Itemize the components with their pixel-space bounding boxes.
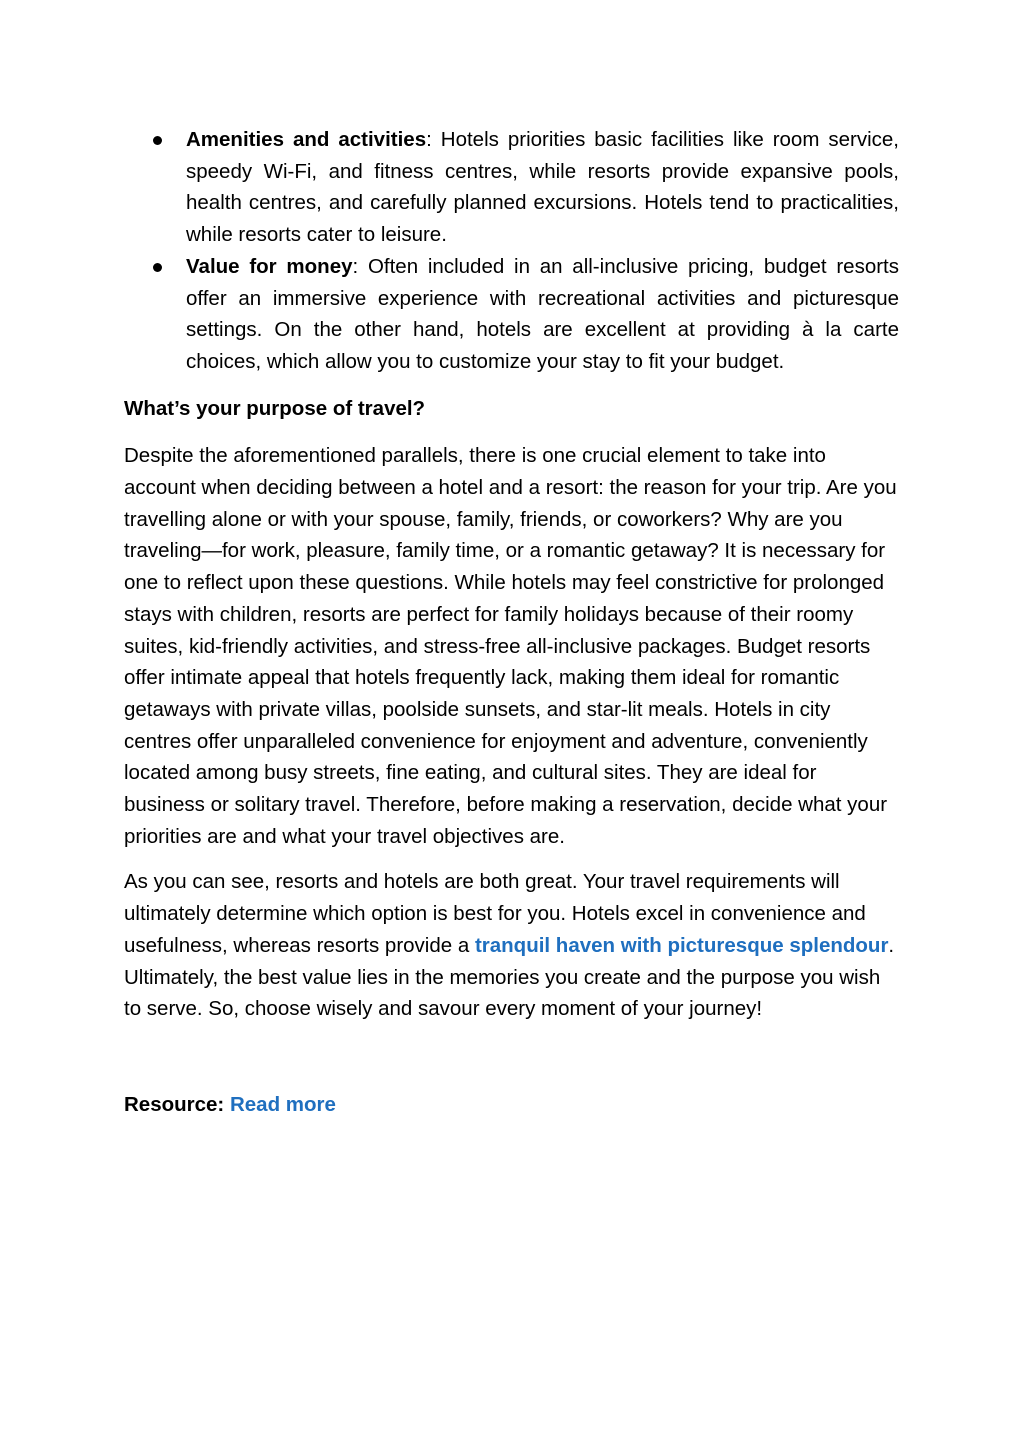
bullet-dot-icon bbox=[153, 136, 162, 145]
resource-line bbox=[124, 1089, 899, 1121]
tranquil-haven-link[interactable]: tranquil haven with picturesque splendour bbox=[474, 933, 889, 957]
bullet-label: Value for money bbox=[186, 254, 353, 278]
body-paragraph-purpose: Despite the aforementioned parallels, there is one crucial element to take into account when deciding between a hotel and a resort: the reason for your trip. Are you travelling alone or with your spouse, family, friends, or coworkers? Why are you traveling—for work, pleasure, family time, or a romantic getaway? It is necessary for one to reflect upon these questions. While hotels may feel constrictive for prolonged stays with children, resorts are perfect for family holidays because of their roomy suites, kid-friendly activities, and stress-free all-inclusive packages. Budget resorts offer intimate appeal that hotels frequently lack, making them ideal for romantic getaways with private villas, poolside sunsets, and star-lit meals. Hotels in city centres offer unparalleled convenience for enjoyment and adventure, conveniently located among busy streets, fine eating, and cultural sites. They are ideal for business or solitary travel. Therefore, before making a reservation, decide what your priorities are and what your travel objectives are. bbox=[124, 444, 897, 848]
bullet-list bbox=[124, 124, 899, 378]
document-content bbox=[124, 124, 899, 1121]
section-heading: What’s your purpose of travel? bbox=[124, 396, 426, 420]
paragraph-text-before-link: As you can see, resorts and hotels are both great. Your travel requirements will ultimately determine which option is best for you. Hotels excel in convenience and usefulness, whereas resorts provide a bbox=[124, 870, 866, 957]
body-paragraph-conclusion bbox=[124, 866, 899, 1025]
paragraph-text-after-link: . Ultimately, the best value lies in the memories you create and the purpose you wish to serve. So, choose wisely and savour every moment of your journey! bbox=[124, 933, 895, 1021]
bullet-separator: : bbox=[352, 254, 359, 278]
resource-label: Resource: bbox=[124, 1092, 230, 1116]
read-more-link[interactable]: Read more bbox=[229, 1092, 336, 1116]
bullet-label: Amenities and activities bbox=[186, 128, 427, 151]
bullet-separator: : bbox=[426, 128, 432, 151]
bullet-text: Often included in an all-inclusive pricing, budget resorts offer an immersive experience with recreational activities and picturesque settings. On the other hand, hotels are excellent at providing à la carte choices, which allow you to customize your stay to fit your budget. bbox=[186, 254, 899, 373]
bullet-item-value-for-money bbox=[186, 251, 899, 378]
bullet-dot-icon bbox=[153, 263, 162, 272]
bullet-item-amenities bbox=[186, 124, 899, 251]
bullet-text: Hotels priorities basic facilities like room service, speedy Wi-Fi, and fitness centres, while resorts provide expansive pools, health centres, and carefully planned excursions. Hotels tend to practicalities, while resorts cater to leisure. bbox=[186, 128, 899, 247]
